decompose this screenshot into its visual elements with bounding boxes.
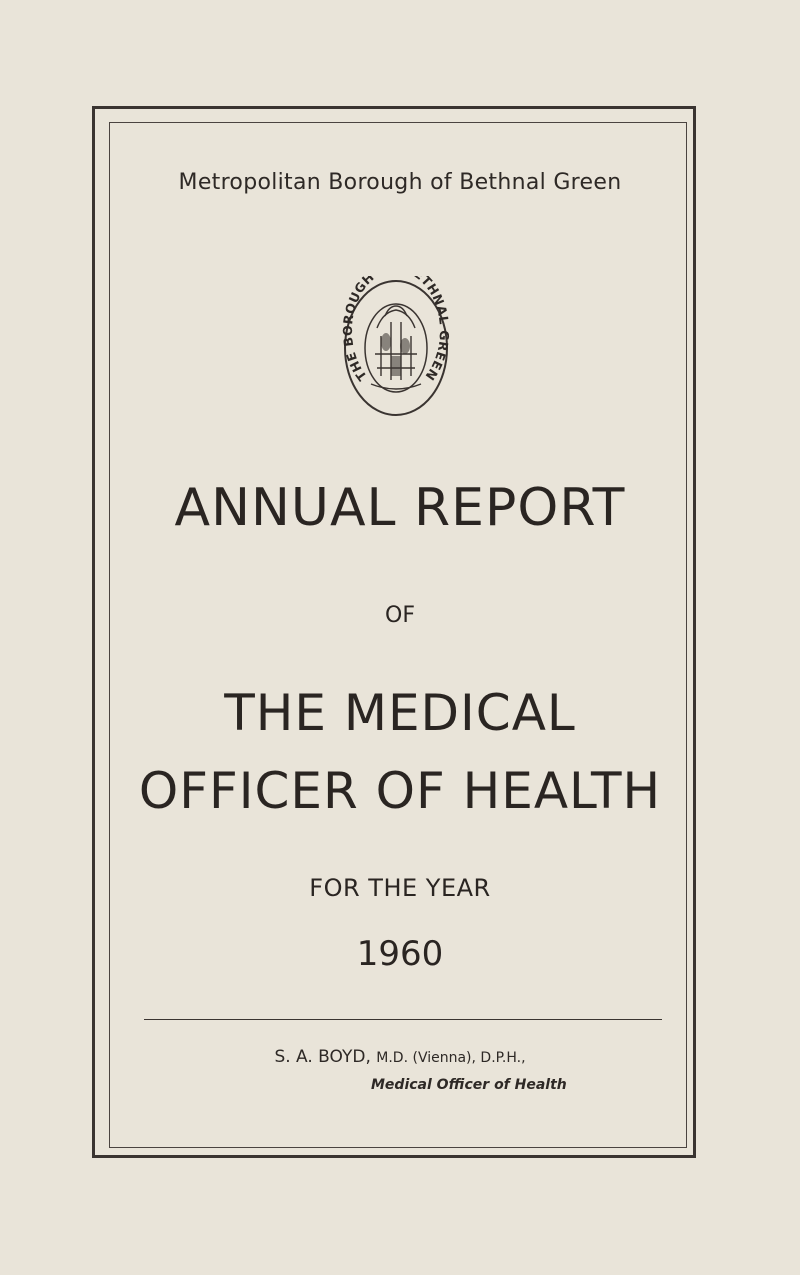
- author-line: [0, 1047, 800, 1067]
- divider: [144, 1019, 662, 1020]
- author-degrees: M.D. (Vienna), D.P.H.,: [376, 1050, 526, 1066]
- title-the-medical: THE MEDICAL: [224, 684, 576, 742]
- author-name: S. A. BOYD,: [274, 1047, 371, 1067]
- author-role: Medical Officer of Health: [371, 1077, 567, 1093]
- title-annual-report: ANNUAL REPORT: [174, 478, 626, 538]
- report-year: 1960: [356, 934, 444, 974]
- svg-text:THE BOROUGH OF BETHNAL GREEN: THE BOROUGH THNAL GREEN: [341, 276, 451, 384]
- title-of: OF: [385, 603, 415, 628]
- for-the-year-label: FOR THE YEAR: [309, 874, 491, 902]
- borough-name: Metropolitan Borough of Bethnal Green: [178, 170, 622, 195]
- title-officer-of-health: OFFICER OF HEALTH: [138, 762, 662, 820]
- borough-seal-icon: [341, 276, 451, 421]
